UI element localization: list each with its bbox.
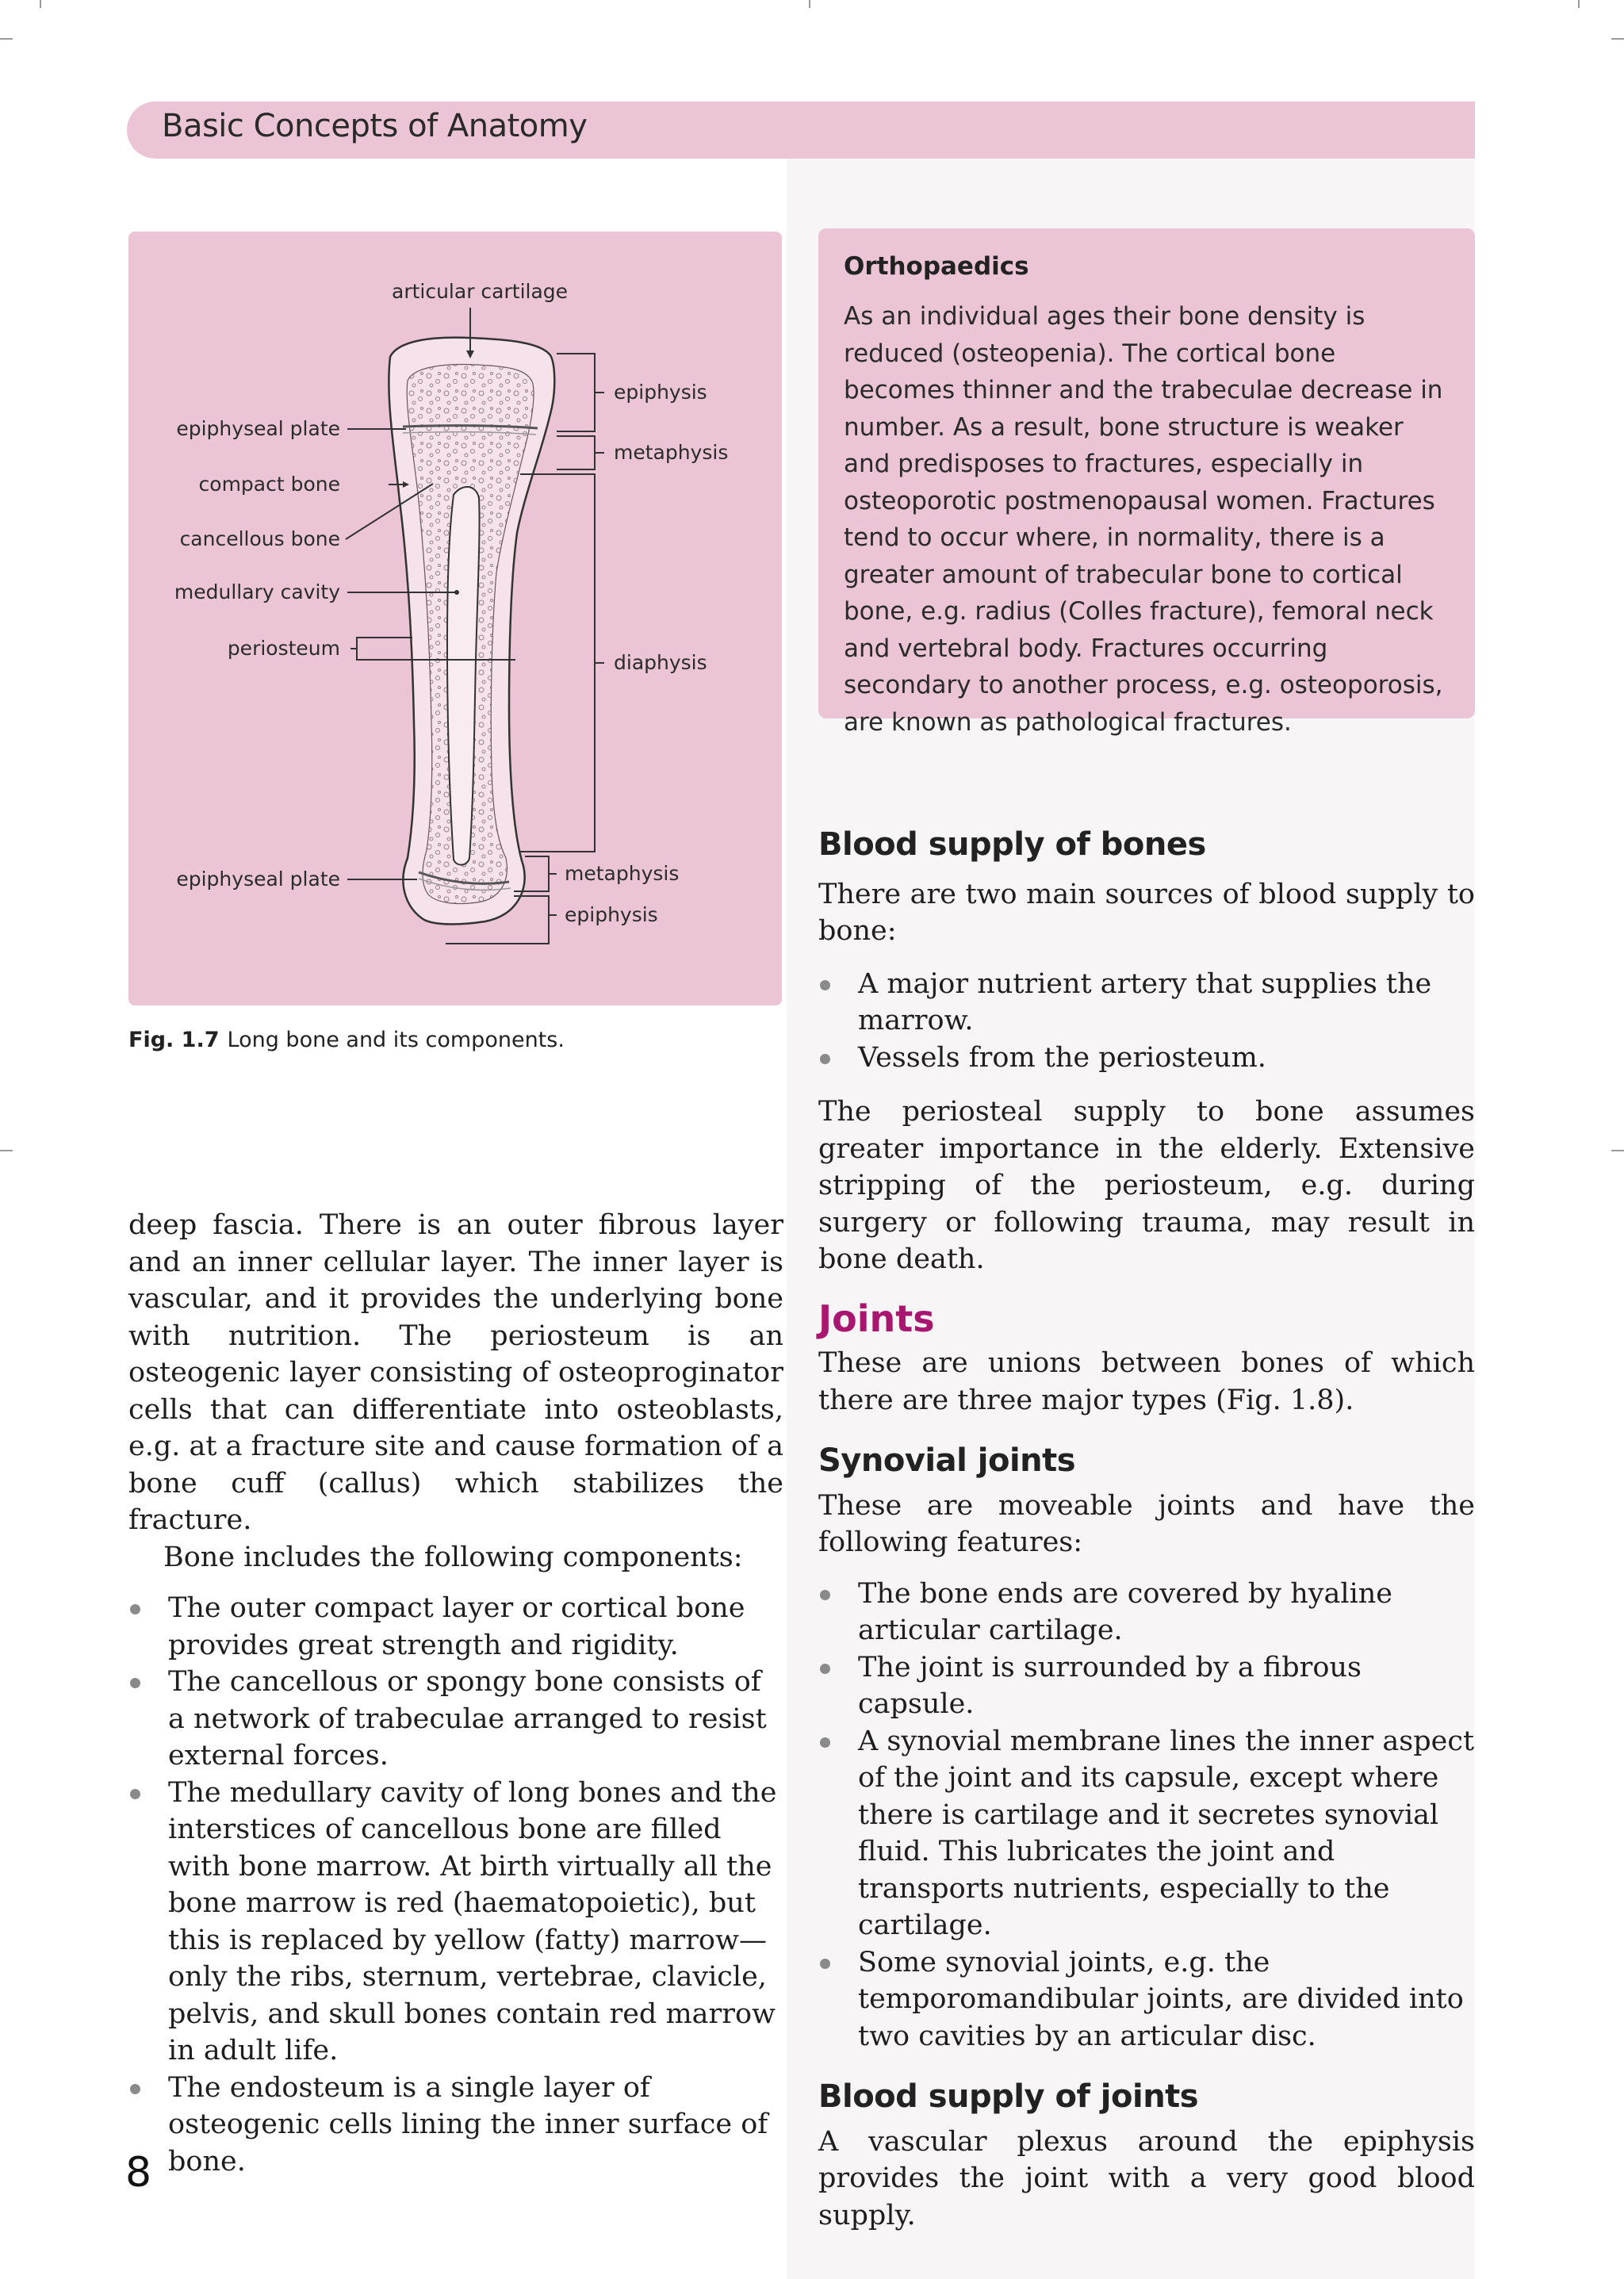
list-item: The outer compact layer or cortical bone provides great strength and rigidity. xyxy=(128,1590,783,1664)
crop-mark xyxy=(0,38,13,40)
blood-bones-list xyxy=(818,966,1475,1077)
synovial-features-list xyxy=(818,1576,1475,2055)
bullet-icon xyxy=(130,1789,140,1799)
list-item: The medullary cavity of long bones and the interstices of cancellous bone are filled with bone marrow. At birth virtually all the bone marrow is red (haematopoietic), but this is replaced by yellow (fatty) marrow—only the ribs, sternum, vertebrae, clavicle, pelvis, and skull bones contain red marrow in adult life. xyxy=(128,1775,783,2070)
crop-mark xyxy=(809,0,810,8)
crop-mark xyxy=(1578,0,1580,8)
heading-synovial-joints: Synovial joints xyxy=(818,1442,1076,1479)
list-item: The endosteum is a single layer of osteogenic cells lining the inner surface of bone. xyxy=(128,2070,783,2181)
long-bone-diagram xyxy=(128,232,782,1005)
heading-blood-supply-bones: Blood supply of bones xyxy=(818,826,1206,863)
bracket-epiphysis-top xyxy=(557,354,595,431)
synovial-intro: These are moveable joints and have the following features: xyxy=(818,1489,1475,1558)
list-item: Vessels from the periosteum. xyxy=(818,1040,1475,1077)
label-metaphysis-top: metaphysis xyxy=(614,441,729,464)
figure-long-bone xyxy=(128,232,782,1005)
crop-mark xyxy=(0,1150,13,1151)
crop-mark xyxy=(40,0,41,8)
label-epiphyseal-plate-bottom: epiphyseal plate xyxy=(176,868,340,891)
left-column xyxy=(128,1207,783,2180)
list-item: Some synovial joints, e.g. the temporomandibular joints, are divided into two cavities by an articular disc. xyxy=(818,1944,1475,2055)
bullet-icon xyxy=(130,1604,140,1614)
figure-caption-label: Fig. 1.7 xyxy=(128,1028,220,1052)
figure-caption xyxy=(128,1028,565,1052)
joints-paragraph: These are unions between bones of which there are three major types (Fig. 1.8). xyxy=(818,1347,1475,1416)
label-articular-cartilage: articular cartilage xyxy=(392,280,569,303)
running-header xyxy=(127,102,1475,159)
bullet-icon xyxy=(820,980,830,990)
list-item: A major nutrient artery that supplies the marrow. xyxy=(818,966,1475,1040)
heading-joints: Joints xyxy=(818,1297,935,1340)
label-epiphysis-top: epiphysis xyxy=(614,381,707,404)
label-diaphysis: diaphysis xyxy=(614,651,707,674)
bullet-icon xyxy=(820,1590,830,1600)
label-compact-bone: compact bone xyxy=(198,473,340,496)
left-paragraph-2: Bone includes the following components: xyxy=(163,1541,743,1573)
blood-bones-intro: There are two main sources of blood supply to bone: xyxy=(818,878,1475,947)
crop-mark xyxy=(1611,38,1624,40)
label-epiphysis-bottom: epiphysis xyxy=(565,903,658,926)
list-item: A synovial membrane lines the inner aspect of the joint and its capsule, except where there is cartilage and it secretes synovial fluid. This lubricates the joint and transports nutrients, especially to the cartilage. xyxy=(818,1723,1475,1944)
crop-mark xyxy=(1611,1150,1624,1151)
heading-blood-supply-joints: Blood supply of joints xyxy=(818,2078,1199,2115)
blood-bones-paragraph: The periosteal supply to bone assumes greater importance in the elderly. Extensive stripping of the periosteum, e.g. during surgery or following trauma, may result in bone death. xyxy=(818,1096,1475,1275)
list-item: The joint is surrounded by a fibrous capsule. xyxy=(818,1649,1475,1723)
bullet-icon xyxy=(820,1737,830,1748)
bullet-icon xyxy=(820,1959,830,1969)
figure-caption-text: Long bone and its components. xyxy=(227,1028,565,1052)
bracket-metaphysis-top xyxy=(557,436,595,469)
orthopaedics-box xyxy=(818,228,1475,737)
label-medullary-cavity: medullary cavity xyxy=(174,580,340,603)
list-item: The bone ends are covered by hyaline articular cartilage. xyxy=(818,1576,1475,1649)
label-metaphysis-bottom: metaphysis xyxy=(565,862,680,885)
running-header-title: Basic Concepts of Anatomy xyxy=(162,108,588,144)
list-item: The cancellous or spongy bone consists of a network of trabeculae arranged to resist external forces. xyxy=(128,1664,783,1775)
label-cancellous-bone: cancellous bone xyxy=(179,527,340,550)
page-number: 8 xyxy=(125,2149,152,2197)
bullet-icon xyxy=(820,1664,830,1674)
blood-joints-paragraph: A vascular plexus around the epiphysis provides the joint with a very good blood supply. xyxy=(818,2125,1475,2231)
orthopaedics-body: As an individual ages their bone density is reduced (osteopenia). The cortical bone becomes thinner and the trabeculae decrease in number. As a result, bone structure is weaker and predisposes to fractures, especially in osteoporotic postmenopausal women. Fractures tend to occur where, in normality, there is a greater amount of trabecular bone to cortical bone, e.g. radius (Colles fracture), femoral neck and vertebral body. Fractures occurring secondary to another process, e.g. osteoporosis, are known as pathological fractures. xyxy=(844,302,1443,737)
bracket-diaphysis xyxy=(520,474,595,852)
bullet-icon xyxy=(130,1678,140,1688)
label-epiphyseal-plate-top: epiphyseal plate xyxy=(176,417,340,440)
right-column xyxy=(818,826,1475,2234)
bullet-icon xyxy=(130,2084,140,2094)
bullet-icon xyxy=(820,1054,830,1064)
label-periosteum: periosteum xyxy=(227,637,340,660)
orthopaedics-title: Orthopaedics xyxy=(844,252,1029,281)
bone-components-list xyxy=(128,1590,783,2180)
left-paragraph-1: deep fascia. There is an outer fibrous layer and an inner cellular layer. The inner layer is vascular, and it provides the underlying bone with nutrition. The periosteum is an osteogenic layer consisting of osteoproginator cells that can differentiate into osteoblasts, e.g. at a fracture site and cause formation of a bone cuff (callus) which stabilizes the fracture. xyxy=(128,1209,783,1536)
